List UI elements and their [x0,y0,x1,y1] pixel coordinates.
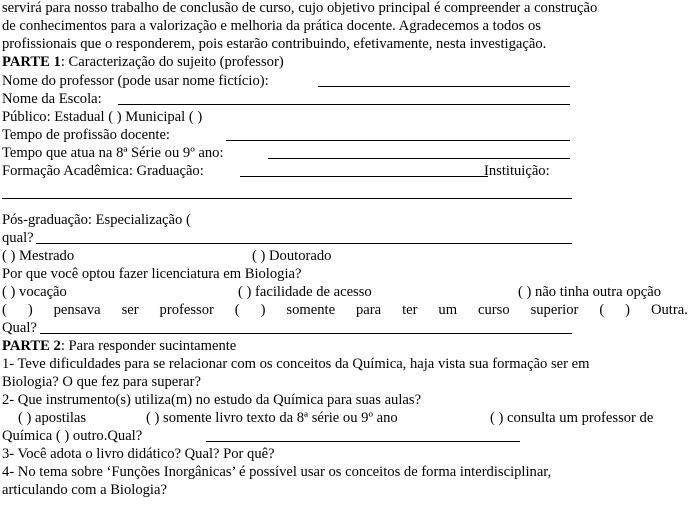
row2-word: ter [402,302,418,318]
school-name-field[interactable] [118,104,570,105]
teacher-name-label: Nome do professor (pode usar nome fictício): [2,73,269,89]
part1-heading-label: PARTE 1 [2,54,61,70]
part2-heading [2,337,688,355]
option-ease-of-access[interactable]: ( ) facilidade de acesso [238,284,372,300]
q2-option-textbook[interactable]: ( ) somente livro texto da 8ª série ou 9º ano [146,410,398,426]
teacher-name-field[interactable] [318,86,570,87]
row2-word: ) [260,302,266,318]
education-label: Formação Acadêmica: Graduação: [2,163,204,179]
postgrad-label: Pós-graduação: Especialização ( [2,212,191,228]
row2-word: Outra. [650,302,688,318]
row2-word: ) [625,302,631,318]
grade-time-label: Tempo que atua na 8ª Série ou 9º ano: [2,145,224,161]
question-4-line-2: articulando com a Biologia? [2,482,167,498]
specialization-which-label: qual? [2,230,34,246]
q2-other-field[interactable] [206,441,520,442]
part1-heading [2,53,688,71]
graduation-field[interactable] [240,176,488,177]
row2-word: ( [599,302,605,318]
option-vocation[interactable]: ( ) vocação [2,284,67,300]
intro-line-3: profissionais que o responderem, pois estarão contribuindo, efetivamente, nesta investigação. [2,36,547,52]
row2-word: pensava [53,302,101,318]
grade-time-field[interactable] [268,158,570,159]
question-2: 2- Que instrumento(s) utiliza(m) no estudo da Química para suas aulas? [2,392,422,408]
question-1-line-2: Biologia? O que fez para superar? [2,374,201,390]
intro-line-1: servirá para nosso trabalho de conclusão de curso, cujo objetivo principal é compreender a construção [2,0,598,16]
school-name-label: Nome da Escola: [2,91,102,107]
institution-label: Instituição: [484,163,550,179]
q2-option-consult-teacher[interactable]: ( ) consulta um professor de [490,410,654,426]
teaching-time-label: Tempo de profissão docente: [2,127,170,143]
other-which-label: Qual? [2,320,37,336]
row2-word: ( [234,302,240,318]
question-4-line-1: 4- No tema sobre ‘Funções Inorgânicas’ é possível usar os conceitos de forma interdisciplinar, [2,464,552,480]
teaching-time-field[interactable] [226,140,570,141]
row2-word: para [356,302,382,318]
question-1-line-1: 1- Teve dificuldades para se relacionar com os conceitos da Química, haja vista sua formação ser em [2,356,590,372]
institution-field[interactable] [2,198,572,199]
row2-word: ser [121,302,139,318]
part2-heading-label: PARTE 2 [2,338,61,354]
row2-word: professor [159,302,214,318]
options-row-2[interactable] [2,301,688,319]
intro-line-2: de conhecimentos para a valorização e melhoria da prática docente. Agradecemos a todos os [2,18,541,34]
other-which-field[interactable] [40,333,572,334]
row2-word: um [438,302,458,318]
option-no-other-choice[interactable]: ( ) não tinha outra opção [518,284,662,300]
part2-heading-text: : Para responder sucintamente [60,338,237,354]
question-3: 3- Você adota o livro didático? Qual? Por quê? [2,446,275,462]
row2-word: ( [2,302,7,318]
row2-word: somente [286,302,336,318]
part1-heading-text: : Caracterização do sujeito (professor) [60,54,284,70]
public-type-label: Público: Estadual ( ) Municipal ( ) [2,109,203,125]
masters-option[interactable]: ( ) Mestrado [2,248,75,264]
doctorate-option[interactable]: ( ) Doutorado [252,248,332,264]
row2-word: superior [530,302,579,318]
q2-line-3: Química ( ) outro.Qual? [2,428,143,444]
specialization-which-field[interactable] [36,243,572,244]
row2-word: curso [478,302,510,318]
q2-option-handouts[interactable]: ( ) apostilas [18,410,87,426]
why-biology-question: Por que você optou fazer licenciatura em Biologia? [2,266,302,282]
row2-word: ) [27,302,33,318]
